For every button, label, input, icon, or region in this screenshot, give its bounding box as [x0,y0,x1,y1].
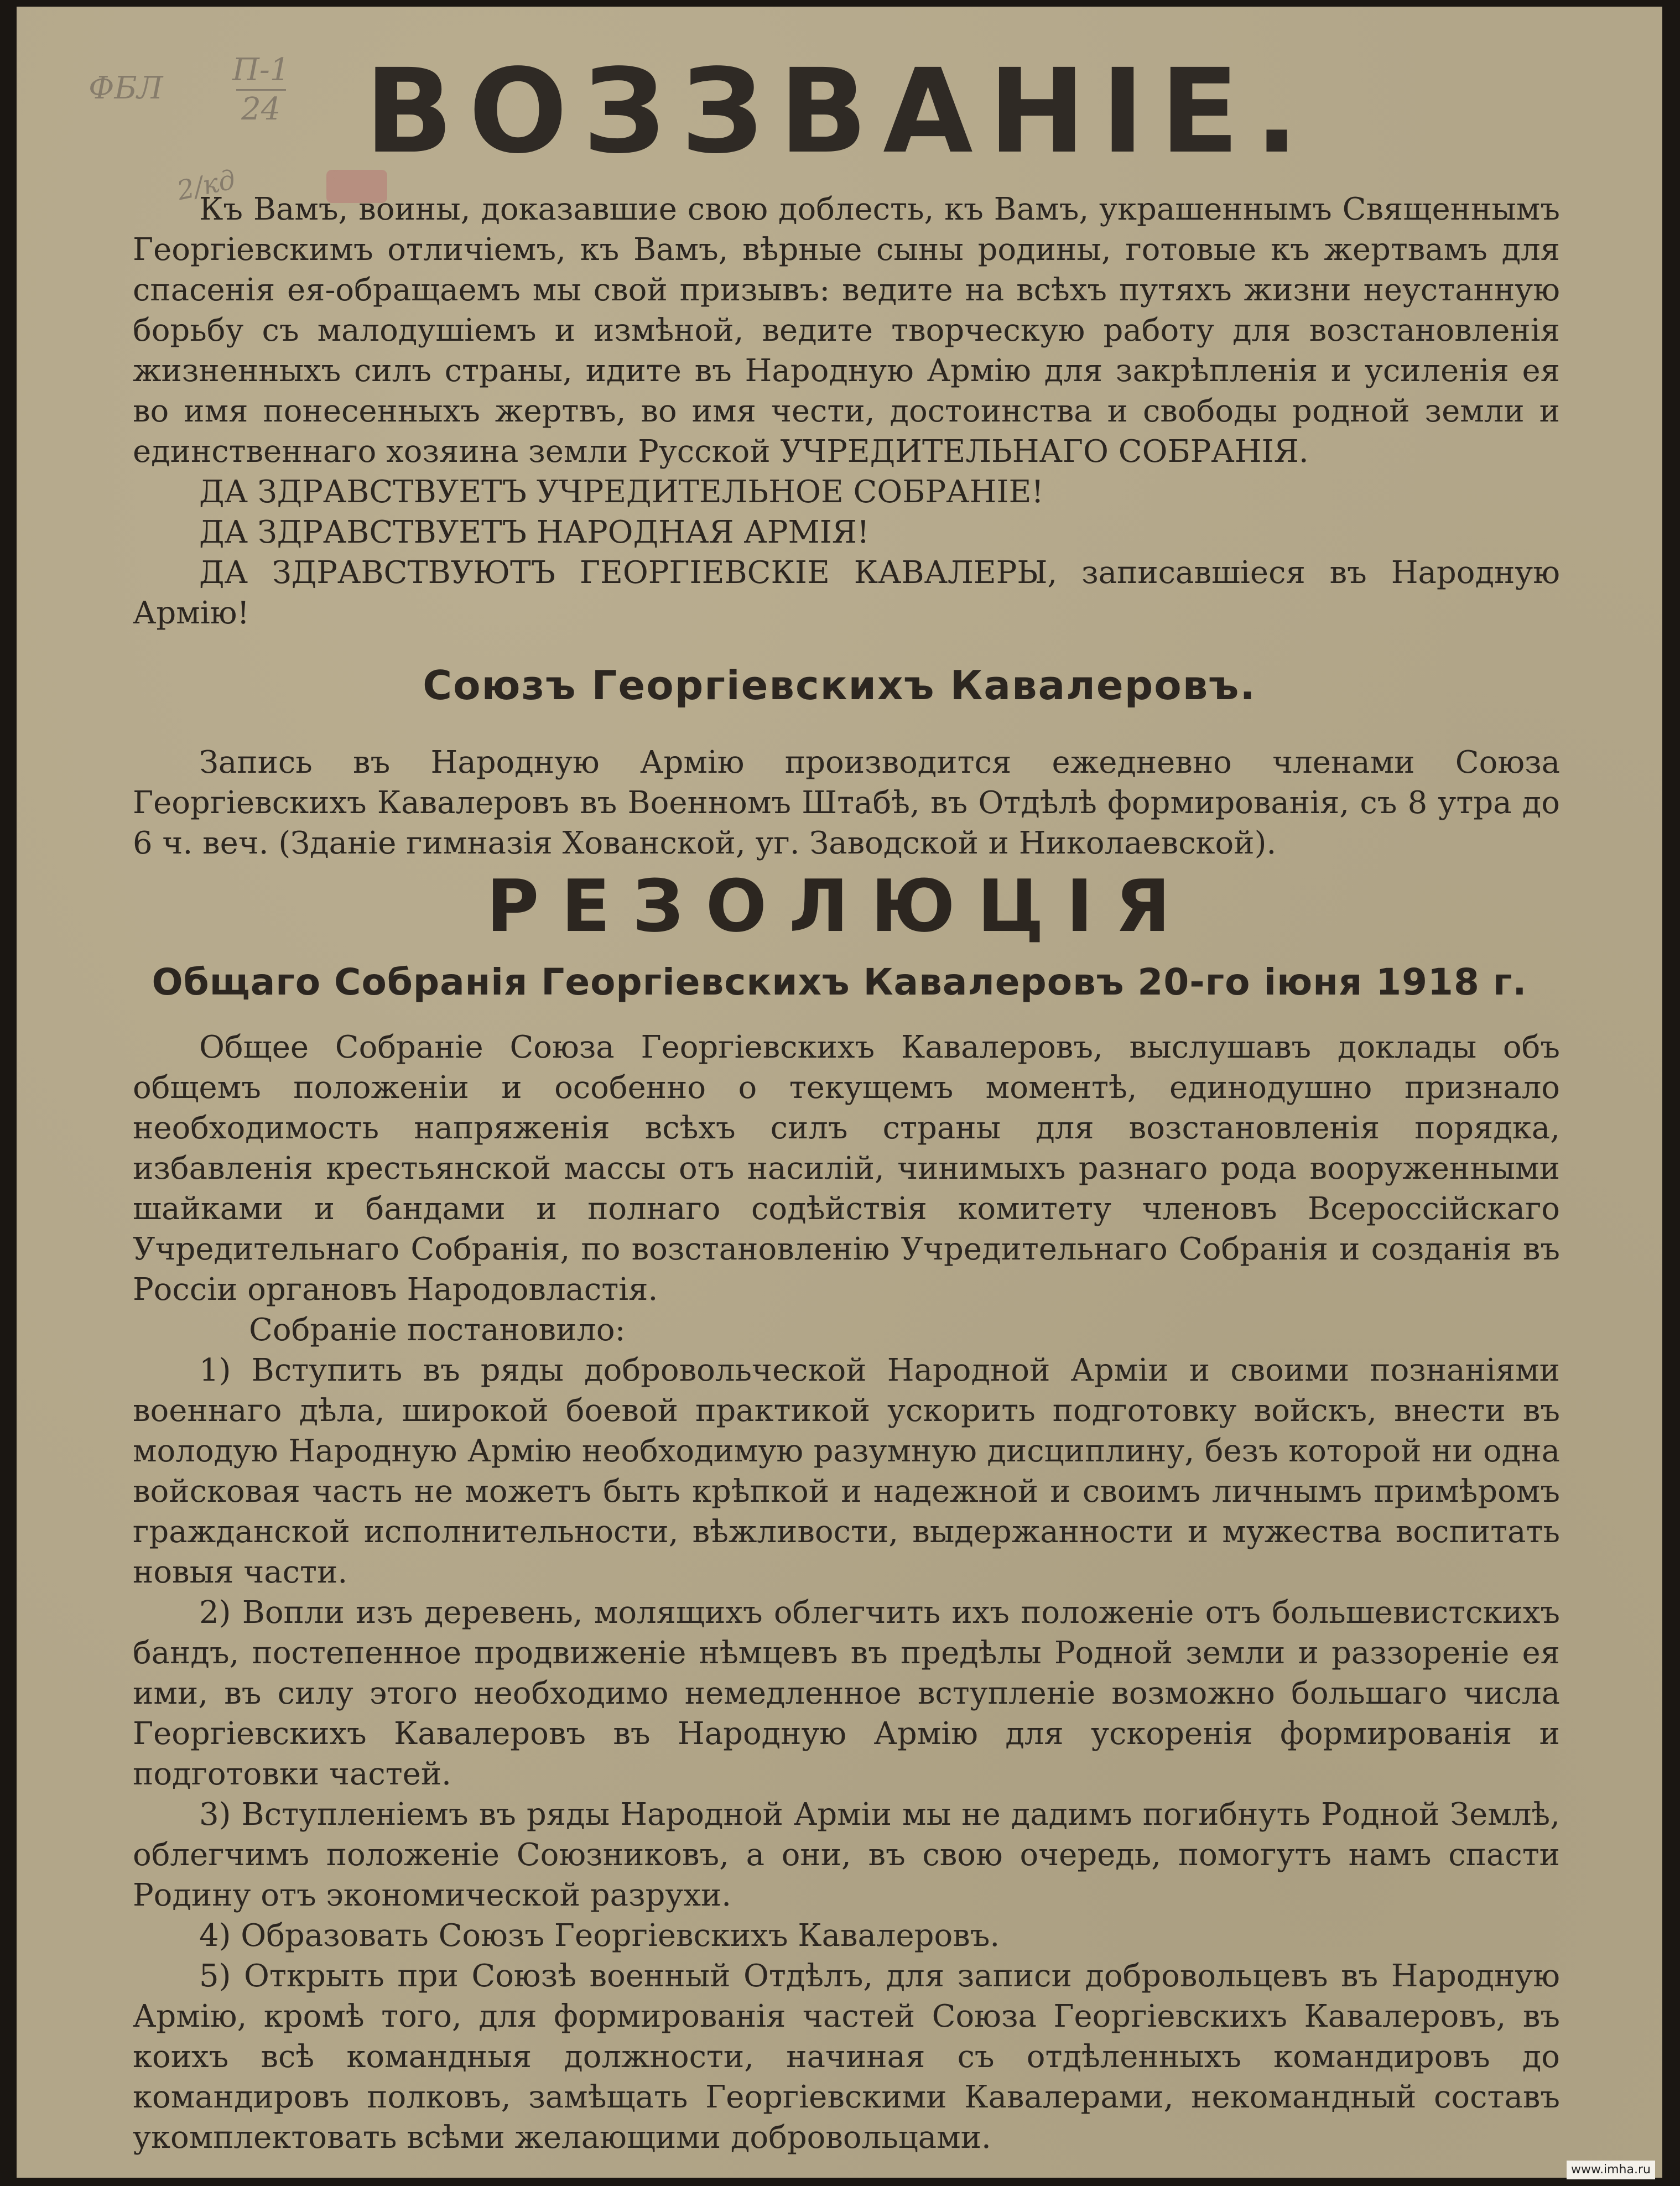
appeal-slogan: ДА ЗДРАВСТВУЕТЪ УЧРЕДИТЕЛЬНОЕ СОБРАНІЕ! [199,474,1044,510]
resolution-item: 5) Открыть при Союзѣ военный Отдѣлъ, для записи добровольцевъ въ Народную Армію, кромѣ того, для формированія частей Союза Георгіевскихъ Кавалеровъ, въ коихъ всѣ командныя должности, начиная съ отдѣленныхъ командировъ до командировъ полковъ, замѣщать Георгіевскими Кавалерами, некомандный составъ укомплектовать всѣми желающими добровольцами. [133,1958,1560,2156]
resolution-item: 3) Вступленіемъ въ ряды Народной Арміи мы не дадимъ погибнуть Родной Землѣ, облегчимъ положеніе Союзниковъ, а они, въ свою очередь, помогутъ намъ спасти Родину отъ экономической разрухи. [133,1797,1560,1913]
enrollment-text [133,742,1560,863]
resolution-text [133,1027,1560,2158]
poster-title: ВОЗЗВАНІЕ. [365,44,1314,179]
poster-sheet [17,7,1662,2178]
union-title: Союзъ Георгіевскихъ Кавалеровъ. [423,662,1256,709]
resolution-title: РЕЗОЛЮЦІЯ [486,864,1193,948]
appeal-slogan: ДА ЗДРАВСТВУЮТЪ ГЕОРГІЕВСКІЕ КАВАЛЕРЫ, записавшіеся въ Народную Армію! [133,555,1560,631]
resolution-item: 4) Образовать Союзъ Георгіевскихъ Кавалеровъ. [199,1918,1000,1954]
archive-code-bottom: 24 [241,91,281,127]
resolution-preamble: Общее Собраніе Союза Георгіевскихъ Кавалеровъ, выслушавъ доклады объ общемъ положеніи и особенно о текущемъ моментѣ, единодушно признало необходимость напряженія всѣхъ силъ страны для возстановленія порядка, избавленія крестьянской массы отъ насилій, чинимыхъ разнаго рода вооруженными шайками и бандами и полнаго содѣйствія комитету членовъ Всероссійскаго Учредительнаго Собранія, по возстановленію Учредительнаго Собранія и созданія въ Россіи органовъ Народовластія. [133,1029,1560,1308]
archive-sub-note: 2/кд [174,164,238,207]
archive-code-top: П-1 [232,52,290,88]
archive-fund-label: ФБЛ [89,70,163,106]
enrollment-paragraph: Запись въ Народную Армію производится ежедневно членами Союза Георгіевскихъ Кавалеровъ въ Военномъ Штабѣ, въ Отдѣлѣ формированія, съ 8 утра до 6 ч. веч. (Зданіе гимназія Хованской, уг. Заводской и Николаевской). [133,745,1560,861]
appeal-paragraph: Къ Вамъ, воины, доказавшие свою доблесть, къ Вамъ, украшеннымъ Священнымъ Георгіевскимъ отличіемъ, къ Вамъ, вѣрные сыны родины, готовые къ жертвамъ для спасенія ея-обращаемъ мы свой призывъ: ведите на всѣхъ путяхъ жизни неустанную борьбу съ малодушіемъ и измѣной, ведите творческую работу для возстановленія жизненныхъ силъ страны, идите въ Народную Армію для закрѣпленія и усиленія ея во имя понесенныхъ жертвъ, во имя чести, достоинства и свободы родной земли и единственнаго хозяина земли Русской УЧРЕДИТЕЛЬНАГО СОБРАНІЯ. [133,191,1560,470]
resolution-item: 1) Вступить въ ряды добровольческой Народной Арміи и своими познаніями военнаго дѣла, широкой боевой практикой ускорить подготовку войскъ, внести въ молодую Народную Армію необходимую разумную дисциплину, безъ которой ни одна войсковая часть не можетъ быть крѣпкой и надежной и своимъ личнымъ примѣромъ гражданской исполнительности, вѣжливости, выдержанности и мужества воспитать новыя части. [133,1352,1560,1590]
resolution-decided: Собраніе постановило: [249,1312,626,1348]
appeal-text [133,189,1560,633]
site-watermark: www.imha.ru [1567,2161,1655,2179]
resolution-item: 2) Вопли изъ деревень, молящихъ облегчить ихъ положеніе отъ большевистскихъ бандъ, постепенное продвиженіе нѣмцевъ въ предѣлы Родной земли и раззореніе ея ими, въ силу этого необходимо немедленное вступленіе возможно большаго числа Георгіевскихъ Кавалеровъ въ Народную Армію для ускоренія формированія и подготовки частей. [133,1595,1560,1792]
meeting-title: Общаго Собранія Георгіевскихъ Кавалеровъ 20-го іюня 1918 г. [152,961,1527,1003]
appeal-slogan: ДА ЗДРАВСТВУЕТЪ НАРОДНАЯ АРМІЯ! [199,514,870,550]
